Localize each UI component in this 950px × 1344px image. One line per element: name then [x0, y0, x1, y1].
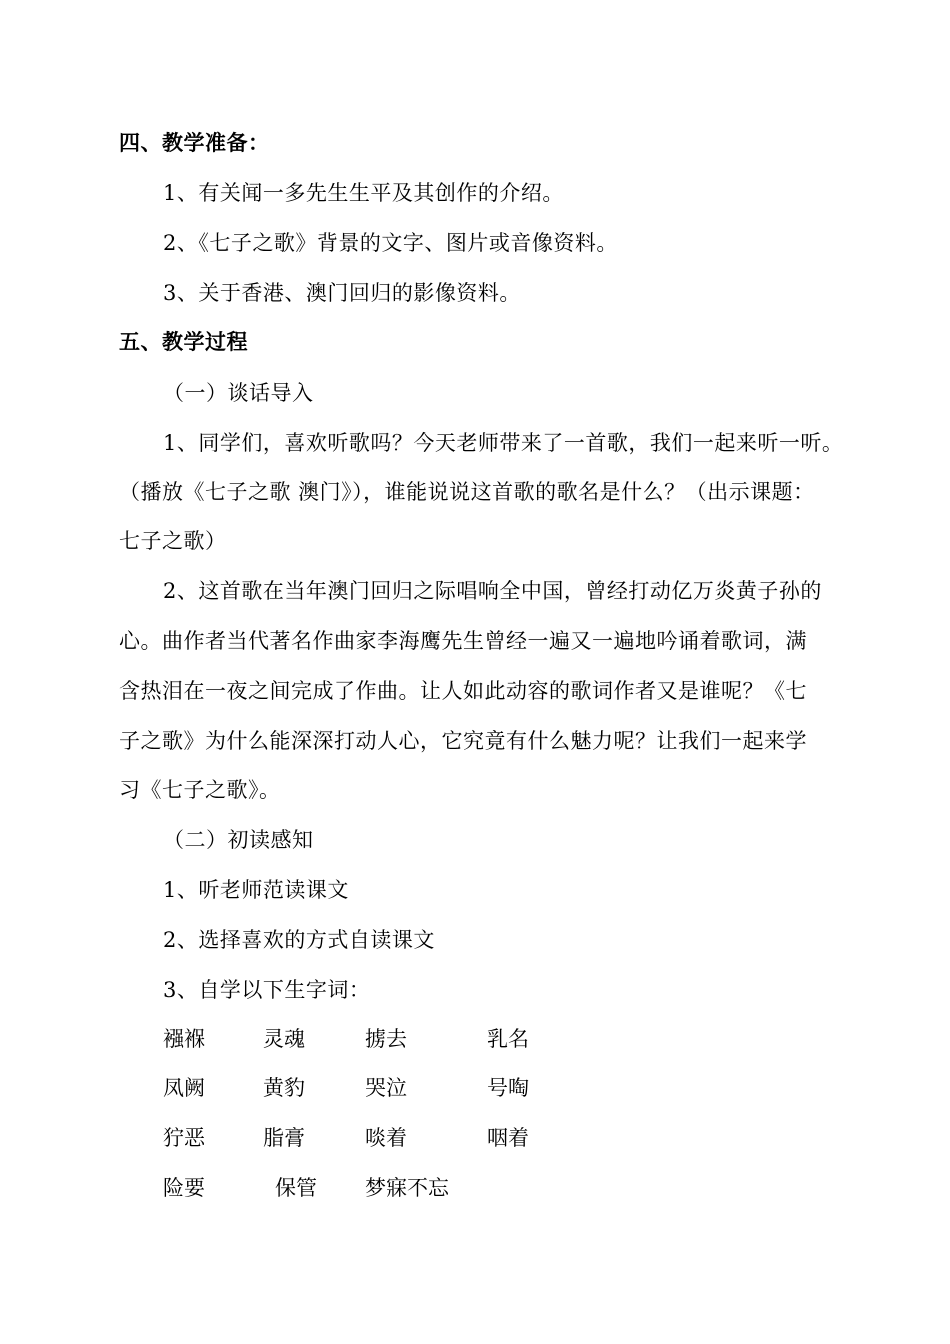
reading-item: 2、选择喜欢的方式自读课文	[163, 928, 435, 952]
vocab-word: 掳去	[365, 1027, 407, 1051]
paragraph-line: 1、同学们，喜欢听歌吗？今天老师带来了一首歌，我们一起来听一听。	[163, 431, 844, 455]
paragraph-line: （播放《七子之歌 澳门》），谁能说说这首歌的歌名是什么？（出示课题：	[119, 480, 815, 504]
subsection-heading-first-reading: （二）初读感知	[163, 828, 314, 852]
vocab-word: 脂膏	[263, 1126, 305, 1150]
prep-item: 2、《七子之歌》背景的文字、图片或音像资料。	[163, 231, 618, 255]
vocab-word: 乳名	[487, 1027, 529, 1051]
prep-item: 1、有关闻一多先生生平及其创作的介绍。	[163, 181, 564, 205]
section-heading-process: 五、教学过程	[119, 330, 248, 354]
vocab-word: 哭泣	[365, 1076, 407, 1100]
vocab-word: 黄豹	[263, 1076, 305, 1100]
vocab-word: 凤阙	[163, 1076, 205, 1100]
vocab-word: 咽着	[487, 1126, 529, 1150]
vocab-word: 梦寐不忘	[365, 1176, 449, 1200]
vocab-word: 保管	[275, 1176, 317, 1200]
vocab-word: 险要	[163, 1176, 205, 1200]
vocab-word: 狞恶	[163, 1126, 205, 1150]
vocab-word: 襁褓	[163, 1027, 205, 1051]
paragraph-line: 含热泪在一夜之间完成了作曲。让人如此动容的歌词作者又是谁呢？《七	[119, 679, 807, 703]
prep-item: 3、关于香港、澳门回归的影像资料。	[163, 281, 521, 305]
vocab-word: 灵魂	[263, 1027, 305, 1051]
subsection-heading-intro: （一）谈话导入	[163, 381, 314, 405]
paragraph-line: 心。曲作者当代著名作曲家李海鹰先生曾经一遍又一遍地吟诵着歌词，满	[119, 629, 807, 653]
vocab-word: 啖着	[365, 1126, 407, 1150]
reading-item: 3、自学以下生字词：	[163, 978, 371, 1002]
paragraph-line: 七子之歌）	[119, 529, 227, 553]
paragraph-line: 习《七子之歌》。	[119, 778, 281, 802]
vocab-word: 号啕	[487, 1076, 529, 1100]
reading-item: 1、听老师范读课文	[163, 878, 349, 902]
paragraph-line: 子之歌》为什么能深深打动人心，它究竟有什么魅力呢？让我们一起来学	[119, 729, 807, 753]
paragraph-line: 2、这首歌在当年澳门回归之际唱响全中国，曾经打动亿万炎黄子孙的	[163, 579, 822, 603]
section-heading-preparation: 四、教学准备：	[119, 131, 270, 155]
